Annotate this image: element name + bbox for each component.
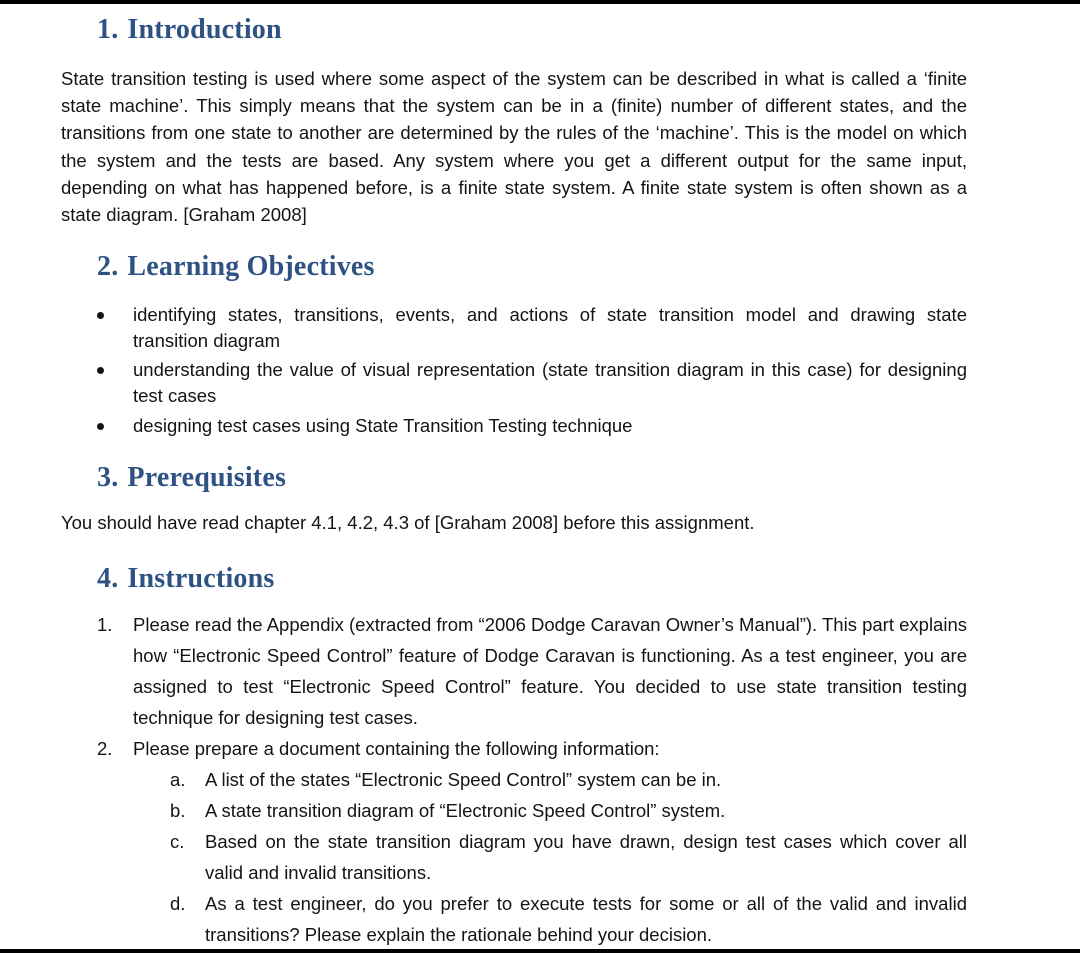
instruction-item: Please read the Appendix (extracted from “2006 Dodge Caravan Owner’s Manual”). This part explains how “Electronic Speed Control” feature of Dodge Caravan is functioning. As a test engineer, you are assigned to test “Electronic Speed Control” feature. You decided to use state transition testing technique for designing test cases. xyxy=(133,614,967,728)
heading-text: Learning Objectives xyxy=(127,251,375,282)
intro-paragraph: State transition testing is used where some aspect of the system can be described in what is called a ‘finite state machine’. This simply means that the system can be in a (finite) number of different states, and the transitions from one state to another are determined by the rules of the ‘machine’. This is the model on which the system and the tests are based. Any system where you get a different output for the same input, depending on what has happened before, is a finite state system. A finite state system is often shown as a state diagram. [Graham 2008] xyxy=(61,68,967,226)
heading-number: 3. xyxy=(97,462,119,493)
heading-number: 1. xyxy=(97,14,119,45)
bottom-border xyxy=(0,949,1080,953)
sublist-marker: d. xyxy=(170,893,186,914)
instruction-subitem: As a test engineer, do you prefer to execute tests for some or all of the valid and invalid transitions? Please explain the rationale behind your decision. xyxy=(205,893,967,945)
instruction-subitem: Based on the state transition diagram you have drawn, design test cases which cover all valid and invalid transitions. xyxy=(205,831,967,883)
heading-learning-objectives xyxy=(97,251,375,283)
heading-introduction xyxy=(97,14,282,46)
instruction-subitem: A state transition diagram of “Electronic Speed Control” system. xyxy=(205,800,726,821)
bullet-icon xyxy=(97,423,104,430)
bullet-icon xyxy=(97,312,104,319)
sublist-marker: a. xyxy=(170,769,186,790)
instruction-subitem: A list of the states “Electronic Speed Control” system can be in. xyxy=(205,769,722,790)
heading-prerequisites xyxy=(97,462,286,494)
bullet-icon xyxy=(97,367,104,374)
heading-text: Prerequisites xyxy=(127,462,287,493)
list-marker: 2. xyxy=(97,738,113,759)
heading-instructions xyxy=(97,563,275,595)
sublist-marker: b. xyxy=(170,800,186,821)
list-marker: 1. xyxy=(97,614,113,635)
top-border xyxy=(0,0,1080,4)
sublist-marker: c. xyxy=(170,831,185,852)
prerequisites-text: You should have read chapter 4.1, 4.2, 4.3 of [Graham 2008] before this assignment. xyxy=(61,512,755,533)
heading-text: Instructions xyxy=(127,563,275,594)
heading-number: 4. xyxy=(97,563,119,594)
heading-number: 2. xyxy=(97,251,119,282)
objective-item: identifying states, transitions, events, and actions of state transition model and drawing state transition diagram xyxy=(133,304,967,351)
heading-text: Introduction xyxy=(127,14,282,45)
objective-item: understanding the value of visual representation (state transition diagram in this case) for designing test cases xyxy=(133,359,967,406)
instruction-item: Please prepare a document containing the following information: xyxy=(133,738,660,759)
objective-item: designing test cases using State Transition Testing technique xyxy=(133,415,633,436)
